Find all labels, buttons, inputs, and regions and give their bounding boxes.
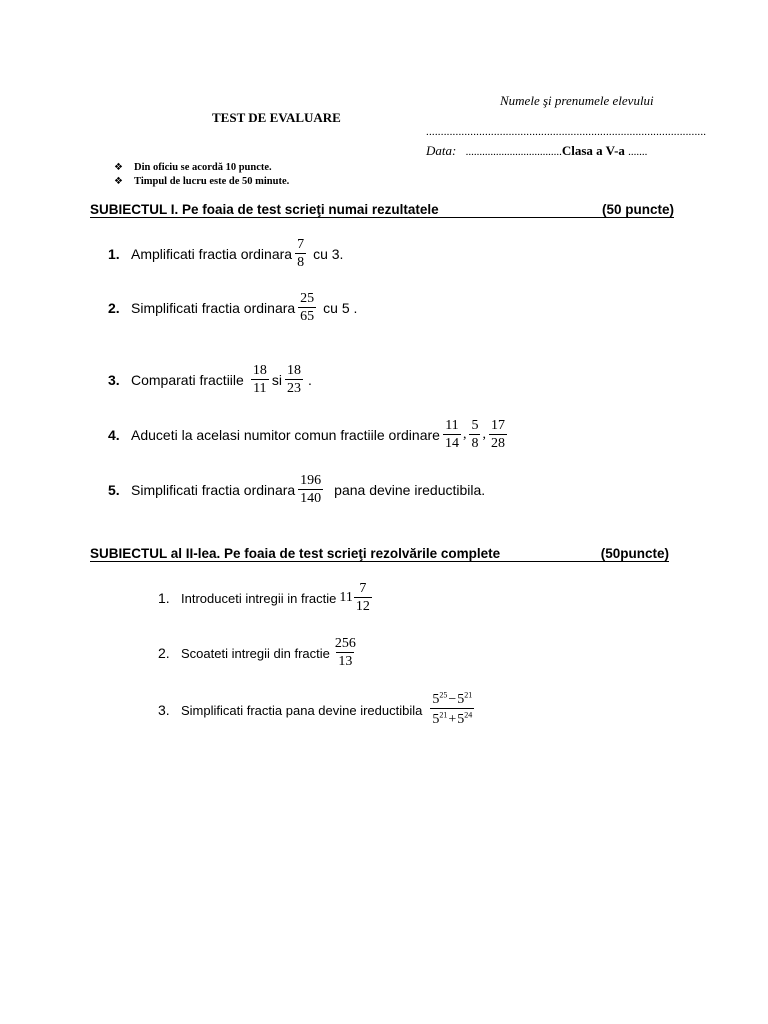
power-fraction: $\frac{5^{25}-5^{21}}{5^{21}+5^{24}}$: [432, 690, 473, 727]
section-1-title: SUBIECTUL I. Pe foaia de test scrieţi numai rezultatele: [90, 202, 439, 217]
date-label: Data:: [426, 143, 457, 158]
fraction: $\frac{25}{65}$: [300, 291, 315, 324]
exercise-2-1: 1. Introduceti intregii in fractie 11 $\frac{7}{12}$: [158, 581, 370, 614]
fraction: $\frac{5}{8}$: [471, 418, 479, 451]
section-1-header: [90, 202, 674, 218]
diamond-bullet-icon: ❖: [114, 162, 123, 173]
section-2-header: [90, 546, 669, 562]
date-field[interactable]: ...................................: [465, 146, 562, 158]
exercise-1-4: 4. Aduceti la acelasi numitor comun fractiile ordinare $\frac{11}{14}$ , $\frac{5}{8}$ , $\frac{17}{28}$: [108, 418, 505, 451]
fraction: $\frac{7}{12}$: [355, 581, 370, 614]
class-field[interactable]: .......: [628, 146, 648, 158]
class-label: Clasa a V-a: [561, 143, 625, 158]
fraction: $\frac{256}{13}$: [334, 636, 356, 669]
fraction: $\frac{7}{8}$: [297, 237, 305, 270]
exercise-1-1: 1. Amplificati fractia ordinara $\frac{7}{8}$ cu 3.: [108, 237, 344, 270]
fraction: $\frac{18}{23}$: [286, 363, 301, 396]
fraction: $\frac{196}{140}$: [300, 473, 322, 506]
exercise-1-3: 3. Comparati fractiile $\frac{18}{11}$ si $\frac{18}{23}$ .: [108, 363, 312, 396]
date-class-line: [426, 143, 647, 159]
student-name-field[interactable]: ...............................................................................................: [426, 126, 707, 138]
diamond-bullet-icon: ❖: [114, 176, 123, 187]
test-title: TEST DE EVALUARE: [212, 110, 341, 125]
exercise-2-2: 2. Scoateti intregii din fractie $\frac{256}{13}$: [158, 636, 356, 669]
exercise-1-2: 2. Simplificati fractia ordinara $\frac{25}{65}$ cu 5 .: [108, 291, 358, 324]
exercise-1-5: 5. Simplificati fractia ordinara $\frac{196}{140}$ pana devine ireductibila.: [108, 473, 486, 506]
exercise-2-3: 3. Simplificati fractia pana devine ireductibila $\frac{5^{25}-5^{21}}{5^{21}+5^{24}}$: [158, 690, 473, 727]
fraction: $\frac{17}{28}$: [490, 418, 505, 451]
section-2-points: (50puncte): [600, 546, 669, 561]
section-1-points: (50 puncte): [601, 202, 674, 217]
fraction: $\frac{18}{11}$: [252, 363, 267, 396]
student-name-label: Numele şi prenumele elevului: [500, 93, 654, 108]
rule-item: ❖ Din oficiu se acordă 10 puncte.: [114, 162, 272, 173]
section-2-title: SUBIECTUL al II-lea. Pe foaia de test scrieţi rezolvările complete: [90, 546, 501, 561]
rules-list: [114, 161, 289, 189]
rule-item: ❖ Timpul de lucru este de 50 minute.: [114, 176, 290, 187]
fraction: $\frac{11}{14}$: [444, 418, 459, 451]
